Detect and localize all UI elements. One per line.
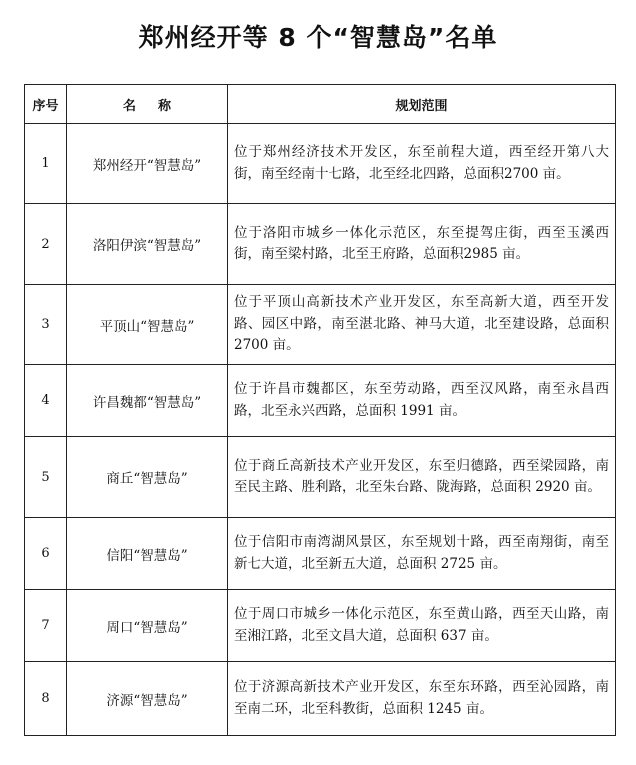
row-number: 6 — [25, 518, 67, 590]
row-number: 2 — [25, 204, 67, 285]
table-row — [25, 124, 616, 204]
row-scope: 位于周口市城乡一体化示范区，东至黄山路，西至天山路，南至湘江路，北至文昌大道，总面积 637 亩。 — [228, 590, 616, 662]
row-name: 洛阳伊滨“智慧岛” — [67, 204, 228, 285]
row-scope: 位于许昌市魏都区，东至劳动路，西至汉风路，南至永昌西路，北至永兴西路，总面积 1991 亩。 — [228, 365, 616, 437]
row-number: 7 — [25, 590, 67, 662]
row-scope: 位于商丘高新技术产业开发区，东至归德路，西至梁园路，南至民主路、胜利路，北至朱台路、陇海路，总面积 2920 亩。 — [228, 437, 616, 518]
table-row — [25, 285, 616, 365]
header-no: 序号 — [25, 85, 67, 124]
row-scope: 位于济源高新技术产业开发区，东至东环路，西至沁园路，南至南二环，北至科教街，总面积 1245 亩。 — [228, 662, 616, 736]
table-row — [25, 590, 616, 662]
row-scope: 位于平顶山高新技术产业开发区，东至高新大道，西至开发路、园区中路，南至湛北路、神马大道，北至建设路，总面积 2700 亩。 — [228, 285, 616, 365]
table-row — [25, 518, 616, 590]
row-name: 商丘“智慧岛” — [67, 437, 228, 518]
table-row — [25, 204, 616, 285]
row-scope: 位于洛阳市城乡一体化示范区，东至提驾庄街，西至玉溪西街，南至梁村路，北至王府路，总面积2985 亩。 — [228, 204, 616, 285]
table-row — [25, 437, 616, 518]
row-name: 平顶山“智慧岛” — [67, 285, 228, 365]
row-scope: 位于信阳市南湾湖风景区，东至规划十路，西至南翔街，南至新七大道，北至新五大道，总面积 2725 亩。 — [228, 518, 616, 590]
row-number: 3 — [25, 285, 67, 365]
row-number: 8 — [25, 662, 67, 736]
row-number: 4 — [25, 365, 67, 437]
row-name: 周口“智慧岛” — [67, 590, 228, 662]
header-name-part2: 称 — [158, 98, 172, 114]
header-scope: 规划范围 — [228, 85, 616, 124]
header-name — [67, 85, 228, 124]
table-row — [25, 662, 616, 736]
table-header-row — [25, 85, 616, 124]
row-number: 5 — [25, 437, 67, 518]
smart-island-table — [24, 84, 616, 736]
document-title: 郑州经开等 8 个“智慧岛”名单 — [138, 23, 498, 52]
row-number: 1 — [25, 124, 67, 204]
row-name: 许昌魏都“智慧岛” — [67, 365, 228, 437]
header-name-part1: 名 — [122, 98, 136, 114]
table-row — [25, 365, 616, 437]
row-name: 信阳“智慧岛” — [67, 518, 228, 590]
row-name: 郑州经开“智慧岛” — [67, 124, 228, 204]
row-name: 济源“智慧岛” — [67, 662, 228, 736]
row-scope: 位于郑州经济技术开发区，东至前程大道，西至经开第八大街，南至经南十七路，北至经北四路，总面积2700 亩。 — [228, 124, 616, 204]
